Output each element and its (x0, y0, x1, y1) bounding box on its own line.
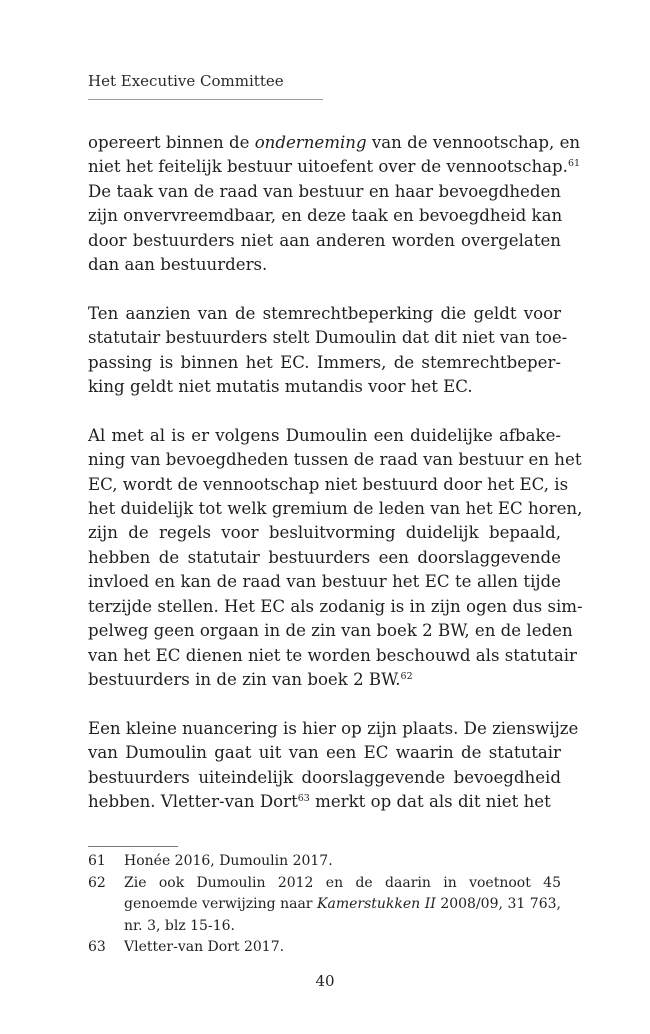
footnote-ref: 63 (297, 792, 310, 804)
running-head: Het Executive Committee (88, 72, 284, 90)
footnote-number: 63 (88, 939, 106, 955)
text-run: hebben de statutair bestuurders een doorslaggevende (88, 547, 561, 567)
text-line (88, 155, 581, 179)
text-run: king geldt niet mutatis mutandis voor het EC. (88, 377, 473, 397)
footnote-ref: 61 (567, 158, 581, 170)
text-line (88, 546, 561, 570)
paragraph (88, 717, 579, 815)
text-run: niet het feitelijk bestuur uitoefent over de vennootschap. (88, 157, 568, 177)
text-run: terzijde stellen. Het EC als zodanig is in zijn ogen dus sim- (88, 596, 583, 616)
text-run: Zie ook Dumoulin 2012 en de daarin in voetnoot 45 (124, 874, 561, 891)
text-line (88, 375, 561, 399)
text-line (88, 131, 581, 155)
text-run: Honée 2016, Dumoulin 2017. (124, 853, 333, 869)
paragraph (88, 302, 568, 400)
text-run: invloed en kan de raad van bestuur het EC te allen tijde (88, 572, 561, 592)
text-line (88, 424, 561, 448)
text-run: nr. 3, blz 15-16. (124, 917, 235, 934)
paragraph (88, 424, 583, 692)
footnote-number: 62 (88, 874, 106, 891)
italic-term: onderneming (254, 133, 367, 152)
footnote-number: 61 (88, 853, 106, 869)
text-line (88, 644, 577, 668)
header-rule (88, 99, 323, 100)
text-run: passing is binnen het EC. Immers, de stemrechtbeper- (88, 352, 561, 372)
text-line (88, 570, 561, 594)
text-line (88, 717, 579, 741)
text-run: 2008/09, 31 763, (435, 896, 561, 912)
paragraph (88, 131, 581, 277)
text-line (124, 916, 561, 938)
text-run: merkt op dat als dit niet het (309, 791, 551, 811)
italic-term: Kamerstukken II (317, 896, 436, 912)
text-run: zijn onvervreemdbaar, en deze taak en bevoegdheid kan (88, 206, 563, 226)
text-run: opereert binnen de (88, 133, 255, 152)
footnote-text (124, 873, 561, 938)
footnote (88, 937, 561, 959)
page-number: 40 (315, 972, 335, 990)
text-line (124, 894, 561, 916)
text-line (88, 619, 573, 643)
text-run: Al met al is er volgens Dumoulin een duidelijke afbake- (88, 425, 561, 445)
footnotes (88, 851, 561, 959)
text-line (88, 351, 561, 375)
text-run: zijn de regels voor besluitvorming duidelijk bepaald, (88, 523, 561, 543)
text-run: statutair bestuurders stelt Dumoulin dat dit niet van toe- (88, 328, 568, 348)
footnote-text (124, 851, 561, 873)
text-line (124, 851, 561, 873)
text-line (88, 448, 582, 472)
text-line (88, 204, 561, 228)
text-run: dan aan bestuurders. (88, 255, 268, 275)
text-line (124, 937, 561, 959)
text-line (88, 595, 583, 619)
text-run: bestuurders in de zin van boek 2 BW. (88, 669, 401, 689)
text-line (88, 326, 568, 350)
text-line (88, 741, 561, 765)
text-run: van het EC dienen niet te worden beschouwd als statutair (88, 645, 577, 665)
text-run: Vletter-van Dort 2017. (124, 939, 285, 955)
text-run: Een kleine nuancering is hier op zijn plaats. De zienswijze (88, 718, 579, 738)
footnote-text (124, 937, 561, 959)
text-run: door bestuurders niet aan anderen worden overgelaten (88, 230, 561, 250)
text-run: genoemde verwijzing naar (124, 896, 318, 912)
text-line (88, 790, 561, 814)
footnote-rule (88, 846, 178, 847)
text-run: van Dumoulin gaat uit van een EC waarin de statutair (88, 743, 561, 763)
text-line (88, 180, 561, 204)
text-line (88, 497, 583, 521)
text-line (88, 253, 561, 277)
text-run: ning van bevoegdheden tussen de raad van bestuur en het (88, 450, 582, 470)
text-line (124, 873, 561, 895)
text-line (88, 766, 561, 790)
text-line (88, 668, 561, 692)
text-run: van de vennootschap, en (366, 133, 581, 152)
text-run: hebben. Vletter-van Dort (88, 791, 298, 811)
text-run: EC, wordt de vennootschap niet bestuurd door het EC, is (88, 474, 569, 494)
text-run: bestuurders uiteindelijk doorslaggevende bevoegdheid (88, 767, 561, 787)
text-line (88, 229, 561, 253)
text-run: Ten aanzien van de stemrechtbeperking die geldt voor (88, 303, 561, 323)
text-line (88, 473, 569, 497)
text-line (88, 302, 561, 326)
text-run: pelweg geen orgaan in de zin van boek 2 BW, en de leden (88, 621, 573, 641)
body-text (88, 131, 583, 839)
text-line (88, 521, 561, 545)
text-run: het duidelijk tot welk gremium de leden van het EC horen, (88, 499, 583, 519)
footnote-ref: 62 (400, 670, 413, 682)
text-run: De taak van de raad van bestuur en haar bevoegdheden (88, 181, 561, 201)
footnote (88, 851, 561, 873)
footnote (88, 873, 561, 938)
